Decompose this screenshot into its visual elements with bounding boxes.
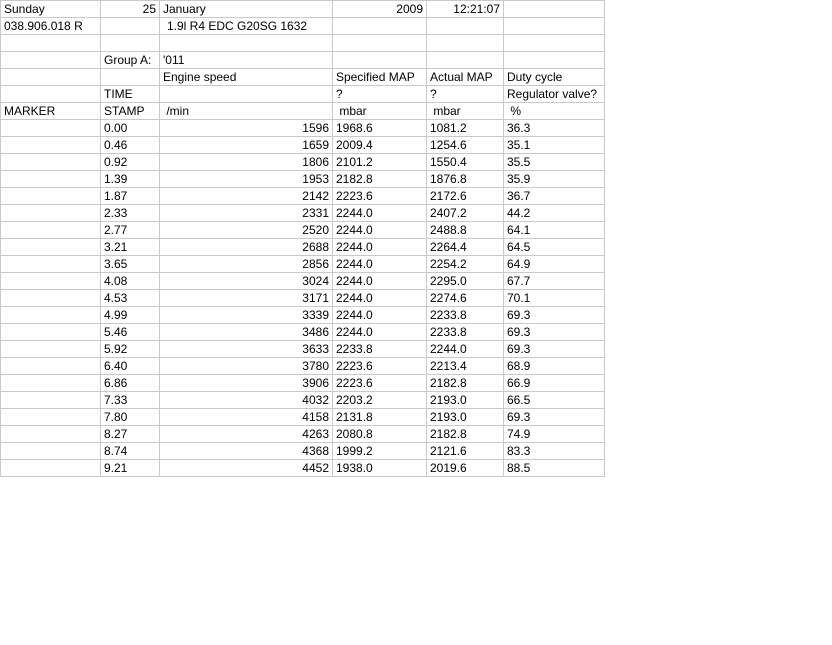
actual-map-cell[interactable]: 2193.0 (427, 392, 504, 409)
engine-speed-cell[interactable]: 2688 (160, 239, 333, 256)
table-row (1, 460, 605, 477)
table-row (1, 239, 605, 256)
month-cell[interactable]: January (160, 1, 333, 18)
engine-speed-cell[interactable]: 2856 (160, 256, 333, 273)
time-stamp-cell[interactable]: 5.92 (101, 341, 160, 358)
time-stamp-cell[interactable]: 7.80 (101, 409, 160, 426)
engine-speed-cell[interactable]: 3024 (160, 273, 333, 290)
actual-map-cell[interactable]: 2295.0 (427, 273, 504, 290)
column-header-cell[interactable]: TIME (101, 86, 160, 103)
column-header-cell[interactable] (1, 69, 101, 86)
duty-cycle-cell[interactable]: 64.9 (504, 256, 605, 273)
actual-map-cell[interactable]: 2019.6 (427, 460, 504, 477)
year-cell[interactable]: 2009 (333, 1, 427, 18)
actual-map-cell[interactable]: 2213.4 (427, 358, 504, 375)
empty-cell[interactable] (504, 52, 605, 69)
time-stamp-cell[interactable]: 3.65 (101, 256, 160, 273)
duty-cycle-cell[interactable]: 35.9 (504, 171, 605, 188)
actual-map-cell[interactable]: 2182.8 (427, 426, 504, 443)
time-stamp-cell[interactable]: 1.87 (101, 188, 160, 205)
table-row (1, 222, 605, 239)
time-stamp-cell[interactable]: 6.40 (101, 358, 160, 375)
column-header-row-2 (1, 86, 605, 103)
marker-cell[interactable] (1, 307, 101, 324)
engine-speed-cell[interactable]: 4263 (160, 426, 333, 443)
engine-speed-cell[interactable]: 2142 (160, 188, 333, 205)
specified-map-cell[interactable]: 1999.2 (333, 443, 427, 460)
specified-map-cell[interactable]: 2244.0 (333, 222, 427, 239)
specified-map-cell[interactable]: 2244.0 (333, 273, 427, 290)
table-row (1, 358, 605, 375)
duty-cycle-cell[interactable]: 69.3 (504, 341, 605, 358)
duty-cycle-cell[interactable]: 36.3 (504, 120, 605, 137)
actual-map-cell[interactable]: 2233.8 (427, 307, 504, 324)
marker-cell[interactable] (1, 290, 101, 307)
duty-cycle-cell[interactable]: 35.5 (504, 154, 605, 171)
engine-speed-cell[interactable]: 1953 (160, 171, 333, 188)
specified-map-cell[interactable]: 1968.6 (333, 120, 427, 137)
marker-cell[interactable] (1, 239, 101, 256)
empty-cell[interactable] (1, 35, 101, 52)
engine-speed-cell[interactable]: 3339 (160, 307, 333, 324)
marker-cell[interactable] (1, 171, 101, 188)
time-stamp-cell[interactable]: 4.08 (101, 273, 160, 290)
header-row-2 (1, 18, 605, 35)
specified-map-cell[interactable]: 2244.0 (333, 205, 427, 222)
empty-cell[interactable] (101, 18, 160, 35)
actual-map-cell[interactable]: 1876.8 (427, 171, 504, 188)
table-row (1, 341, 605, 358)
table-row (1, 154, 605, 171)
column-header-cell[interactable]: Specified MAP (333, 69, 427, 86)
table-row (1, 307, 605, 324)
specified-map-cell[interactable]: 1938.0 (333, 460, 427, 477)
specified-map-cell[interactable]: 2233.8 (333, 341, 427, 358)
marker-cell[interactable] (1, 426, 101, 443)
column-header-cell[interactable] (160, 86, 333, 103)
time-stamp-cell[interactable]: 2.77 (101, 222, 160, 239)
group-row (1, 52, 605, 69)
specified-map-cell[interactable]: 2244.0 (333, 290, 427, 307)
actual-map-cell[interactable]: 2274.6 (427, 290, 504, 307)
time-stamp-cell[interactable]: 5.46 (101, 324, 160, 341)
engine-speed-cell[interactable]: 4158 (160, 409, 333, 426)
actual-map-cell[interactable]: 1550.4 (427, 154, 504, 171)
engine-cell[interactable]: 1.9l R4 EDC G20SG 1632 (160, 18, 333, 35)
marker-cell[interactable] (1, 392, 101, 409)
duty-cycle-cell[interactable]: 44.2 (504, 205, 605, 222)
marker-cell[interactable] (1, 273, 101, 290)
marker-cell[interactable] (1, 324, 101, 341)
time-stamp-cell[interactable]: 0.00 (101, 120, 160, 137)
specified-map-cell[interactable]: 2203.2 (333, 392, 427, 409)
duty-cycle-cell[interactable]: 35.1 (504, 137, 605, 154)
empty-cell[interactable] (427, 52, 504, 69)
duty-cycle-cell[interactable]: 83.3 (504, 443, 605, 460)
duty-cycle-cell[interactable]: 67.7 (504, 273, 605, 290)
marker-cell[interactable] (1, 154, 101, 171)
time-stamp-cell[interactable]: 4.53 (101, 290, 160, 307)
column-header-cell[interactable]: /min (160, 103, 333, 120)
column-header-cell[interactable] (101, 69, 160, 86)
column-header-cell[interactable]: mbar (427, 103, 504, 120)
duty-cycle-cell[interactable]: 88.5 (504, 460, 605, 477)
duty-cycle-cell[interactable]: 66.5 (504, 392, 605, 409)
table-row (1, 324, 605, 341)
table-row (1, 273, 605, 290)
specified-map-cell[interactable]: 2182.8 (333, 171, 427, 188)
marker-cell[interactable] (1, 409, 101, 426)
column-header-row-1 (1, 69, 605, 86)
actual-map-cell[interactable]: 2233.8 (427, 324, 504, 341)
time-stamp-cell[interactable]: 1.39 (101, 171, 160, 188)
group-label-cell[interactable]: Group A: (101, 52, 160, 69)
engine-speed-cell[interactable]: 1596 (160, 120, 333, 137)
date-cell[interactable]: 25 (101, 1, 160, 18)
actual-map-cell[interactable]: 2172.6 (427, 188, 504, 205)
duty-cycle-cell[interactable]: 74.9 (504, 426, 605, 443)
duty-cycle-cell[interactable]: 36.7 (504, 188, 605, 205)
marker-cell[interactable] (1, 256, 101, 273)
actual-map-cell[interactable]: 2254.2 (427, 256, 504, 273)
column-header-cell[interactable]: ? (427, 86, 504, 103)
time-stamp-cell[interactable]: 8.74 (101, 443, 160, 460)
engine-speed-cell[interactable]: 3171 (160, 290, 333, 307)
time-stamp-cell[interactable]: 6.86 (101, 375, 160, 392)
actual-map-cell[interactable]: 2264.4 (427, 239, 504, 256)
engine-speed-cell[interactable]: 2520 (160, 222, 333, 239)
empty-cell[interactable] (1, 52, 101, 69)
actual-map-cell[interactable]: 2121.6 (427, 443, 504, 460)
column-header-row-3 (1, 103, 605, 120)
table-row (1, 120, 605, 137)
empty-cell[interactable] (504, 18, 605, 35)
time-stamp-cell[interactable]: 4.99 (101, 307, 160, 324)
column-header-cell[interactable]: mbar (333, 103, 427, 120)
table-row (1, 290, 605, 307)
empty-cell[interactable] (427, 18, 504, 35)
duty-cycle-cell[interactable]: 70.1 (504, 290, 605, 307)
empty-cell[interactable] (333, 35, 427, 52)
group-value-cell[interactable]: '011 (160, 52, 333, 69)
duty-cycle-cell[interactable]: 64.5 (504, 239, 605, 256)
column-header-cell[interactable] (1, 86, 101, 103)
column-header-cell[interactable]: MARKER (1, 103, 101, 120)
engine-speed-cell[interactable]: 1659 (160, 137, 333, 154)
actual-map-cell[interactable]: 1081.2 (427, 120, 504, 137)
part-number-cell[interactable]: 038.906.018 R (1, 18, 101, 35)
duty-cycle-cell[interactable]: 66.9 (504, 375, 605, 392)
column-header-cell[interactable]: Duty cycle (504, 69, 605, 86)
table-row (1, 426, 605, 443)
marker-cell[interactable] (1, 222, 101, 239)
marker-cell[interactable] (1, 341, 101, 358)
engine-speed-cell[interactable]: 1806 (160, 154, 333, 171)
specified-map-cell[interactable]: 2244.0 (333, 256, 427, 273)
engine-speed-cell[interactable]: 4368 (160, 443, 333, 460)
specified-map-cell[interactable]: 2223.6 (333, 358, 427, 375)
specified-map-cell[interactable]: 2244.0 (333, 324, 427, 341)
duty-cycle-cell[interactable]: 69.3 (504, 324, 605, 341)
table-row (1, 392, 605, 409)
time-stamp-cell[interactable]: 3.21 (101, 239, 160, 256)
engine-speed-cell[interactable]: 4032 (160, 392, 333, 409)
table-row (1, 188, 605, 205)
specified-map-cell[interactable]: 2080.8 (333, 426, 427, 443)
engine-speed-cell[interactable]: 2331 (160, 205, 333, 222)
empty-cell[interactable] (333, 52, 427, 69)
column-header-cell[interactable]: Actual MAP (427, 69, 504, 86)
duty-cycle-cell[interactable]: 64.1 (504, 222, 605, 239)
time-stamp-cell[interactable]: 7.33 (101, 392, 160, 409)
marker-cell[interactable] (1, 358, 101, 375)
time-stamp-cell[interactable]: 9.21 (101, 460, 160, 477)
empty-cell[interactable] (160, 35, 333, 52)
blank-row (1, 35, 605, 52)
header-row-1 (1, 1, 605, 18)
duty-cycle-cell[interactable]: 69.3 (504, 307, 605, 324)
marker-cell[interactable] (1, 460, 101, 477)
marker-cell[interactable] (1, 188, 101, 205)
specified-map-cell[interactable]: 2223.6 (333, 375, 427, 392)
column-header-cell[interactable]: Regulator valve? (504, 86, 605, 103)
marker-cell[interactable] (1, 375, 101, 392)
specified-map-cell[interactable]: 2101.2 (333, 154, 427, 171)
duty-cycle-cell[interactable]: 69.3 (504, 409, 605, 426)
actual-map-cell[interactable]: 2182.8 (427, 375, 504, 392)
day-cell[interactable]: Sunday (1, 1, 101, 18)
column-header-cell[interactable]: % (504, 103, 605, 120)
specified-map-cell[interactable]: 2244.0 (333, 307, 427, 324)
empty-cell[interactable] (427, 35, 504, 52)
specified-map-cell[interactable]: 2223.6 (333, 188, 427, 205)
empty-cell[interactable] (504, 1, 605, 18)
actual-map-cell[interactable]: 2193.0 (427, 409, 504, 426)
column-header-cell[interactable]: ? (333, 86, 427, 103)
table-row (1, 171, 605, 188)
actual-map-cell[interactable]: 1254.6 (427, 137, 504, 154)
actual-map-cell[interactable]: 2488.8 (427, 222, 504, 239)
time-stamp-cell[interactable]: 0.46 (101, 137, 160, 154)
column-header-cell[interactable]: STAMP (101, 103, 160, 120)
actual-map-cell[interactable]: 2244.0 (427, 341, 504, 358)
empty-cell[interactable] (504, 35, 605, 52)
table-row (1, 443, 605, 460)
table-row (1, 375, 605, 392)
time-stamp-cell[interactable]: 8.27 (101, 426, 160, 443)
time-cell[interactable]: 12:21:07 (427, 1, 504, 18)
engine-speed-cell[interactable]: 3633 (160, 341, 333, 358)
duty-cycle-cell[interactable]: 68.9 (504, 358, 605, 375)
engine-speed-cell[interactable]: 3780 (160, 358, 333, 375)
marker-cell[interactable] (1, 205, 101, 222)
marker-cell[interactable] (1, 137, 101, 154)
table-row (1, 205, 605, 222)
empty-cell[interactable] (333, 18, 427, 35)
specified-map-cell[interactable]: 2009.4 (333, 137, 427, 154)
empty-cell[interactable] (101, 35, 160, 52)
specified-map-cell[interactable]: 2131.8 (333, 409, 427, 426)
column-header-cell[interactable]: Engine speed (160, 69, 333, 86)
time-stamp-cell[interactable]: 2.33 (101, 205, 160, 222)
table-row (1, 256, 605, 273)
specified-map-cell[interactable]: 2244.0 (333, 239, 427, 256)
time-stamp-cell[interactable]: 0.92 (101, 154, 160, 171)
engine-speed-cell[interactable]: 4452 (160, 460, 333, 477)
marker-cell[interactable] (1, 120, 101, 137)
table-row (1, 137, 605, 154)
table-row (1, 409, 605, 426)
engine-speed-cell[interactable]: 3906 (160, 375, 333, 392)
actual-map-cell[interactable]: 2407.2 (427, 205, 504, 222)
marker-cell[interactable] (1, 443, 101, 460)
engine-speed-cell[interactable]: 3486 (160, 324, 333, 341)
